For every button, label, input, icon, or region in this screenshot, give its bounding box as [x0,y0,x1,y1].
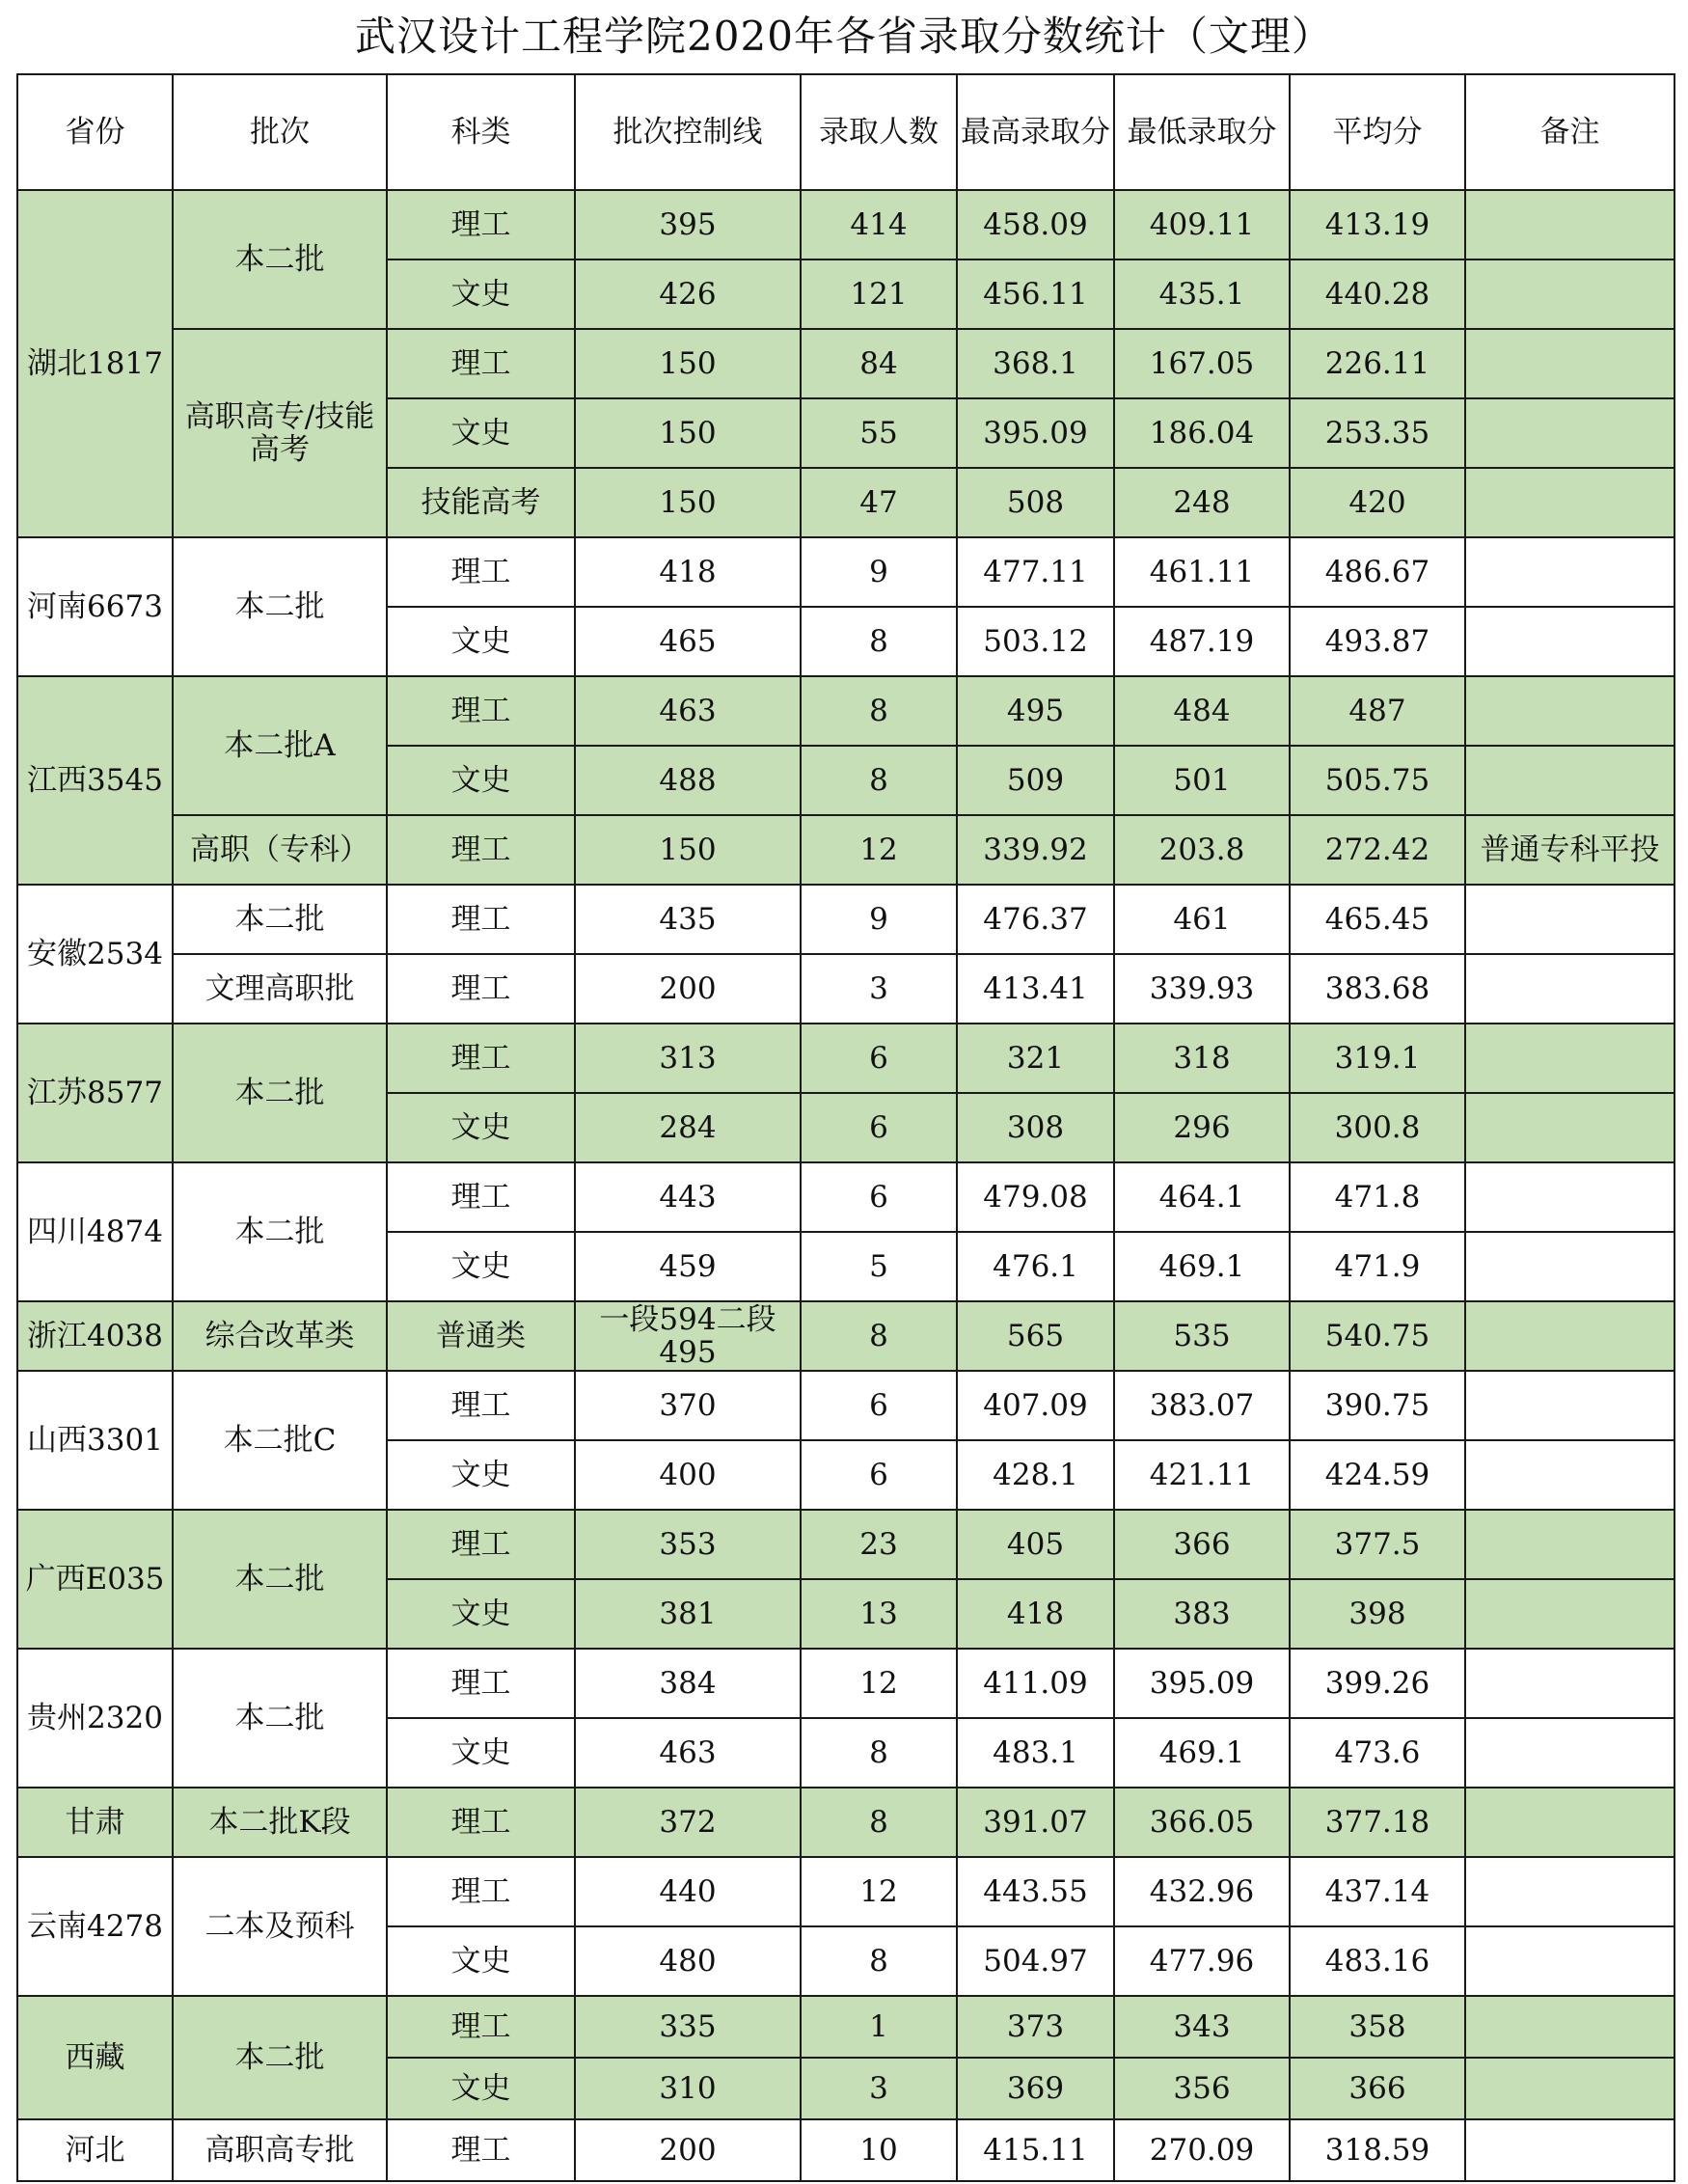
note-cell [1465,954,1674,1024]
note-cell [1465,1718,1674,1788]
average-cell: 473.6 [1290,1718,1465,1788]
province-cell: 山西3301 [17,1371,173,1510]
max-score-cell: 503.12 [957,607,1114,676]
max-score-cell: 413.41 [957,954,1114,1024]
control-line-cell: 335 [575,1996,801,2058]
table-row [17,1510,1674,1579]
min-score-cell: 356 [1114,2058,1290,2119]
average-cell: 493.87 [1290,607,1465,676]
table-row [17,2119,1674,2181]
average-cell: 377.18 [1290,1788,1465,1857]
count-cell: 8 [801,1788,957,1857]
max-score-cell: 508 [957,468,1114,537]
average-cell: 358 [1290,1996,1465,2058]
count-cell: 3 [801,2058,957,2119]
min-score-cell: 501 [1114,746,1290,815]
max-score-cell: 373 [957,1996,1114,2058]
control-line-cell: 418 [575,537,801,607]
max-score-cell: 407.09 [957,1371,1114,1440]
count-cell: 5 [801,1232,957,1301]
control-line-cell: 150 [575,468,801,537]
control-line-cell: 372 [575,1788,801,1857]
count-cell: 8 [801,607,957,676]
table-row [17,885,1674,954]
count-cell: 9 [801,885,957,954]
province-cell: 河南6673 [17,537,173,676]
average-cell: 383.68 [1290,954,1465,1024]
average-cell: 437.14 [1290,1857,1465,1926]
batch-cell: 高职（专科） [173,815,387,885]
average-cell: 471.8 [1290,1162,1465,1232]
average-cell: 483.16 [1290,1926,1465,1996]
average-cell: 471.9 [1290,1232,1465,1301]
min-score-cell: 343 [1114,1996,1290,2058]
min-score-cell: 484 [1114,676,1290,746]
count-cell: 9 [801,537,957,607]
batch-cell: 本二批 [173,537,387,676]
subject-cell: 理工 [387,1788,575,1857]
control-line-cell: 443 [575,1162,801,1232]
min-score-cell: 383.07 [1114,1371,1290,1440]
max-score-cell: 368.1 [957,329,1114,398]
admission-score-table [16,73,1675,2182]
control-line-cell: 395 [575,190,801,259]
max-score-cell: 565 [957,1301,1114,1371]
min-score-cell: 248 [1114,468,1290,537]
count-cell: 3 [801,954,957,1024]
province-cell: 广西E035 [17,1510,173,1649]
note-cell [1465,2058,1674,2119]
control-line-cell: 381 [575,1579,801,1649]
count-cell: 8 [801,1301,957,1371]
count-cell: 8 [801,676,957,746]
count-cell: 121 [801,259,957,329]
batch-cell: 文理高职批 [173,954,387,1024]
control-line-cell: 440 [575,1857,801,1926]
subject-cell: 理工 [387,1857,575,1926]
batch-cell: 本二批 [173,885,387,954]
min-score-cell: 432.96 [1114,1857,1290,1926]
subject-cell: 理工 [387,954,575,1024]
subject-cell: 文史 [387,259,575,329]
min-score-cell: 203.8 [1114,815,1290,885]
province-cell: 西藏 [17,1996,173,2119]
min-score-cell: 395.09 [1114,1649,1290,1718]
table-row [17,1788,1674,1857]
count-cell: 6 [801,1440,957,1510]
subject-cell: 理工 [387,1024,575,1093]
batch-cell: 本二批C [173,1371,387,1510]
note-cell [1465,746,1674,815]
subject-cell: 理工 [387,1996,575,2058]
max-score-cell: 339.92 [957,815,1114,885]
max-score-cell: 415.11 [957,2119,1114,2181]
table-row [17,537,1674,607]
control-line-cell: 150 [575,815,801,885]
count-cell: 47 [801,468,957,537]
max-score-cell: 369 [957,2058,1114,2119]
max-score-cell: 443.55 [957,1857,1114,1926]
control-line-cell: 465 [575,607,801,676]
count-cell: 12 [801,815,957,885]
average-cell: 253.35 [1290,398,1465,468]
count-cell: 12 [801,1857,957,1926]
batch-cell: 本二批 [173,1162,387,1301]
batch-cell: 二本及预科 [173,1857,387,1996]
table-row [17,329,1674,398]
header-note: 备注 [1465,74,1674,190]
control-line-cell: 150 [575,329,801,398]
header-min-score: 最低录取分 [1114,74,1290,190]
count-cell: 84 [801,329,957,398]
average-cell: 440.28 [1290,259,1465,329]
subject-cell: 文史 [387,1440,575,1510]
note-cell [1465,1371,1674,1440]
min-score-cell: 339.93 [1114,954,1290,1024]
subject-cell: 文史 [387,746,575,815]
control-line-cell: 200 [575,2119,801,2181]
max-score-cell: 483.1 [957,1718,1114,1788]
header-province: 省份 [17,74,173,190]
province-cell: 甘肃 [17,1788,173,1857]
average-cell: 540.75 [1290,1301,1465,1371]
subject-cell: 文史 [387,1579,575,1649]
note-cell [1465,2119,1674,2181]
min-score-cell: 421.11 [1114,1440,1290,1510]
control-line-cell: 488 [575,746,801,815]
header-average: 平均分 [1290,74,1465,190]
subject-cell: 理工 [387,1371,575,1440]
average-cell: 377.5 [1290,1510,1465,1579]
count-cell: 8 [801,1718,957,1788]
control-line-cell: 313 [575,1024,801,1093]
table-row [17,954,1674,1024]
min-score-cell: 366 [1114,1510,1290,1579]
subject-cell: 文史 [387,1093,575,1162]
average-cell: 226.11 [1290,329,1465,398]
control-line-cell: 384 [575,1649,801,1718]
note-cell [1465,1162,1674,1232]
average-cell: 424.59 [1290,1440,1465,1510]
note-cell: 普通专科平投 [1465,815,1674,885]
count-cell: 414 [801,190,957,259]
count-cell: 6 [801,1024,957,1093]
note-cell [1465,607,1674,676]
province-cell: 河北 [17,2119,173,2181]
batch-cell: 本二批 [173,190,387,329]
control-line-cell: 400 [575,1440,801,1510]
subject-cell: 理工 [387,329,575,398]
table-row [17,1371,1674,1440]
average-cell: 505.75 [1290,746,1465,815]
min-score-cell: 167.05 [1114,329,1290,398]
count-cell: 10 [801,2119,957,2181]
max-score-cell: 391.07 [957,1788,1114,1857]
min-score-cell: 469.1 [1114,1232,1290,1301]
note-cell [1465,885,1674,954]
min-score-cell: 469.1 [1114,1718,1290,1788]
header-admitted-count: 录取人数 [801,74,957,190]
subject-cell: 理工 [387,2119,575,2181]
average-cell: 486.67 [1290,537,1465,607]
note-cell [1465,1510,1674,1579]
max-score-cell: 428.1 [957,1440,1114,1510]
max-score-cell: 504.97 [957,1926,1114,1996]
subject-cell: 理工 [387,885,575,954]
header-control-line: 批次控制线 [575,74,801,190]
subject-cell: 文史 [387,2058,575,2119]
max-score-cell: 405 [957,1510,1114,1579]
header-max-score: 最高录取分 [957,74,1114,190]
batch-cell: 本二批A [173,676,387,815]
subject-cell: 普通类 [387,1301,575,1371]
subject-cell: 理工 [387,1649,575,1718]
note-cell [1465,1579,1674,1649]
average-cell: 319.1 [1290,1024,1465,1093]
province-cell: 四川4874 [17,1162,173,1301]
note-cell [1465,1926,1674,1996]
max-score-cell: 476.1 [957,1232,1114,1301]
batch-cell: 本二批 [173,1024,387,1162]
min-score-cell: 435.1 [1114,259,1290,329]
control-line-cell: 480 [575,1926,801,1996]
control-line-cell: 200 [575,954,801,1024]
min-score-cell: 383 [1114,1579,1290,1649]
subject-cell: 理工 [387,1162,575,1232]
min-score-cell: 296 [1114,1093,1290,1162]
batch-cell: 高职高专批 [173,2119,387,2181]
control-line-cell: 426 [575,259,801,329]
count-cell: 6 [801,1162,957,1232]
count-cell: 6 [801,1371,957,1440]
max-score-cell: 495 [957,676,1114,746]
note-cell [1465,1301,1674,1371]
count-cell: 12 [801,1649,957,1718]
max-score-cell: 479.08 [957,1162,1114,1232]
max-score-cell: 477.11 [957,537,1114,607]
table-row [17,1162,1674,1232]
count-cell: 55 [801,398,957,468]
subject-cell: 文史 [387,1926,575,1996]
control-line-cell: 284 [575,1093,801,1162]
province-cell: 云南4278 [17,1857,173,1996]
table-row [17,1996,1674,2058]
average-cell: 399.26 [1290,1649,1465,1718]
max-score-cell: 458.09 [957,190,1114,259]
note-cell [1465,1857,1674,1926]
note-cell [1465,537,1674,607]
average-cell: 487 [1290,676,1465,746]
subject-cell: 理工 [387,190,575,259]
min-score-cell: 464.1 [1114,1162,1290,1232]
average-cell: 420 [1290,468,1465,537]
average-cell: 366 [1290,2058,1465,2119]
count-cell: 13 [801,1579,957,1649]
batch-cell: 本二批 [173,1510,387,1649]
note-cell [1465,1996,1674,2058]
max-score-cell: 456.11 [957,259,1114,329]
control-line-cell: 310 [575,2058,801,2119]
max-score-cell: 308 [957,1093,1114,1162]
table-row [17,676,1674,746]
control-line-cell: 353 [575,1510,801,1579]
control-line-cell: 150 [575,398,801,468]
min-score-cell: 477.96 [1114,1926,1290,1996]
subject-cell: 理工 [387,676,575,746]
control-line-cell: 435 [575,885,801,954]
subject-cell: 文史 [387,1718,575,1788]
subject-cell: 理工 [387,815,575,885]
min-score-cell: 535 [1114,1301,1290,1371]
province-cell: 安徽2534 [17,885,173,1024]
page-title: 武汉设计工程学院2020年各省录取分数统计（文理） [355,13,1333,60]
max-score-cell: 321 [957,1024,1114,1093]
max-score-cell: 509 [957,746,1114,815]
subject-cell: 理工 [387,537,575,607]
min-score-cell: 409.11 [1114,190,1290,259]
province-cell: 江苏8577 [17,1024,173,1162]
note-cell [1465,329,1674,398]
count-cell: 1 [801,1996,957,2058]
table-row [17,1649,1674,1718]
min-score-cell: 366.05 [1114,1788,1290,1857]
table-row [17,1024,1674,1093]
note-cell [1465,1788,1674,1857]
province-cell: 江西3545 [17,676,173,885]
table-header-row [17,74,1674,190]
subject-cell: 文史 [387,607,575,676]
note-cell [1465,398,1674,468]
control-line-cell: 463 [575,676,801,746]
average-cell: 272.42 [1290,815,1465,885]
province-cell: 贵州2320 [17,1649,173,1788]
min-score-cell: 461 [1114,885,1290,954]
batch-cell: 综合改革类 [173,1301,387,1371]
min-score-cell: 186.04 [1114,398,1290,468]
note-cell [1465,190,1674,259]
average-cell: 318.59 [1290,2119,1465,2181]
min-score-cell: 270.09 [1114,2119,1290,2181]
average-cell: 300.8 [1290,1093,1465,1162]
control-line-cell: 463 [575,1718,801,1788]
min-score-cell: 318 [1114,1024,1290,1093]
average-cell: 398 [1290,1579,1465,1649]
max-score-cell: 418 [957,1579,1114,1649]
table-row [17,815,1674,885]
max-score-cell: 476.37 [957,885,1114,954]
table-row [17,190,1674,259]
count-cell: 8 [801,746,957,815]
province-cell: 浙江4038 [17,1301,173,1371]
min-score-cell: 487.19 [1114,607,1290,676]
note-cell [1465,468,1674,537]
control-line-cell: 459 [575,1232,801,1301]
note-cell [1465,1024,1674,1093]
batch-cell: 本二批 [173,1996,387,2119]
note-cell [1465,676,1674,746]
subject-cell: 文史 [387,398,575,468]
count-cell: 8 [801,1926,957,1996]
table-row [17,1301,1674,1371]
control-line-cell: 370 [575,1371,801,1440]
note-cell [1465,1093,1674,1162]
batch-cell: 本二批K段 [173,1788,387,1857]
table-row [17,1857,1674,1926]
average-cell: 465.45 [1290,885,1465,954]
batch-cell: 高职高专/技能高考 [173,329,387,537]
subject-cell: 技能高考 [387,468,575,537]
note-cell [1465,1649,1674,1718]
average-cell: 390.75 [1290,1371,1465,1440]
note-cell [1465,259,1674,329]
count-cell: 6 [801,1093,957,1162]
province-cell: 湖北1817 [17,190,173,537]
control-line-cell: 一段594二段495 [575,1301,801,1371]
subject-cell: 文史 [387,1232,575,1301]
max-score-cell: 395.09 [957,398,1114,468]
min-score-cell: 461.11 [1114,537,1290,607]
header-batch: 批次 [173,74,387,190]
batch-cell: 本二批 [173,1649,387,1788]
note-cell [1465,1440,1674,1510]
header-subject: 科类 [387,74,575,190]
note-cell [1465,1232,1674,1301]
subject-cell: 理工 [387,1510,575,1579]
count-cell: 23 [801,1510,957,1579]
max-score-cell: 411.09 [957,1649,1114,1718]
average-cell: 413.19 [1290,190,1465,259]
